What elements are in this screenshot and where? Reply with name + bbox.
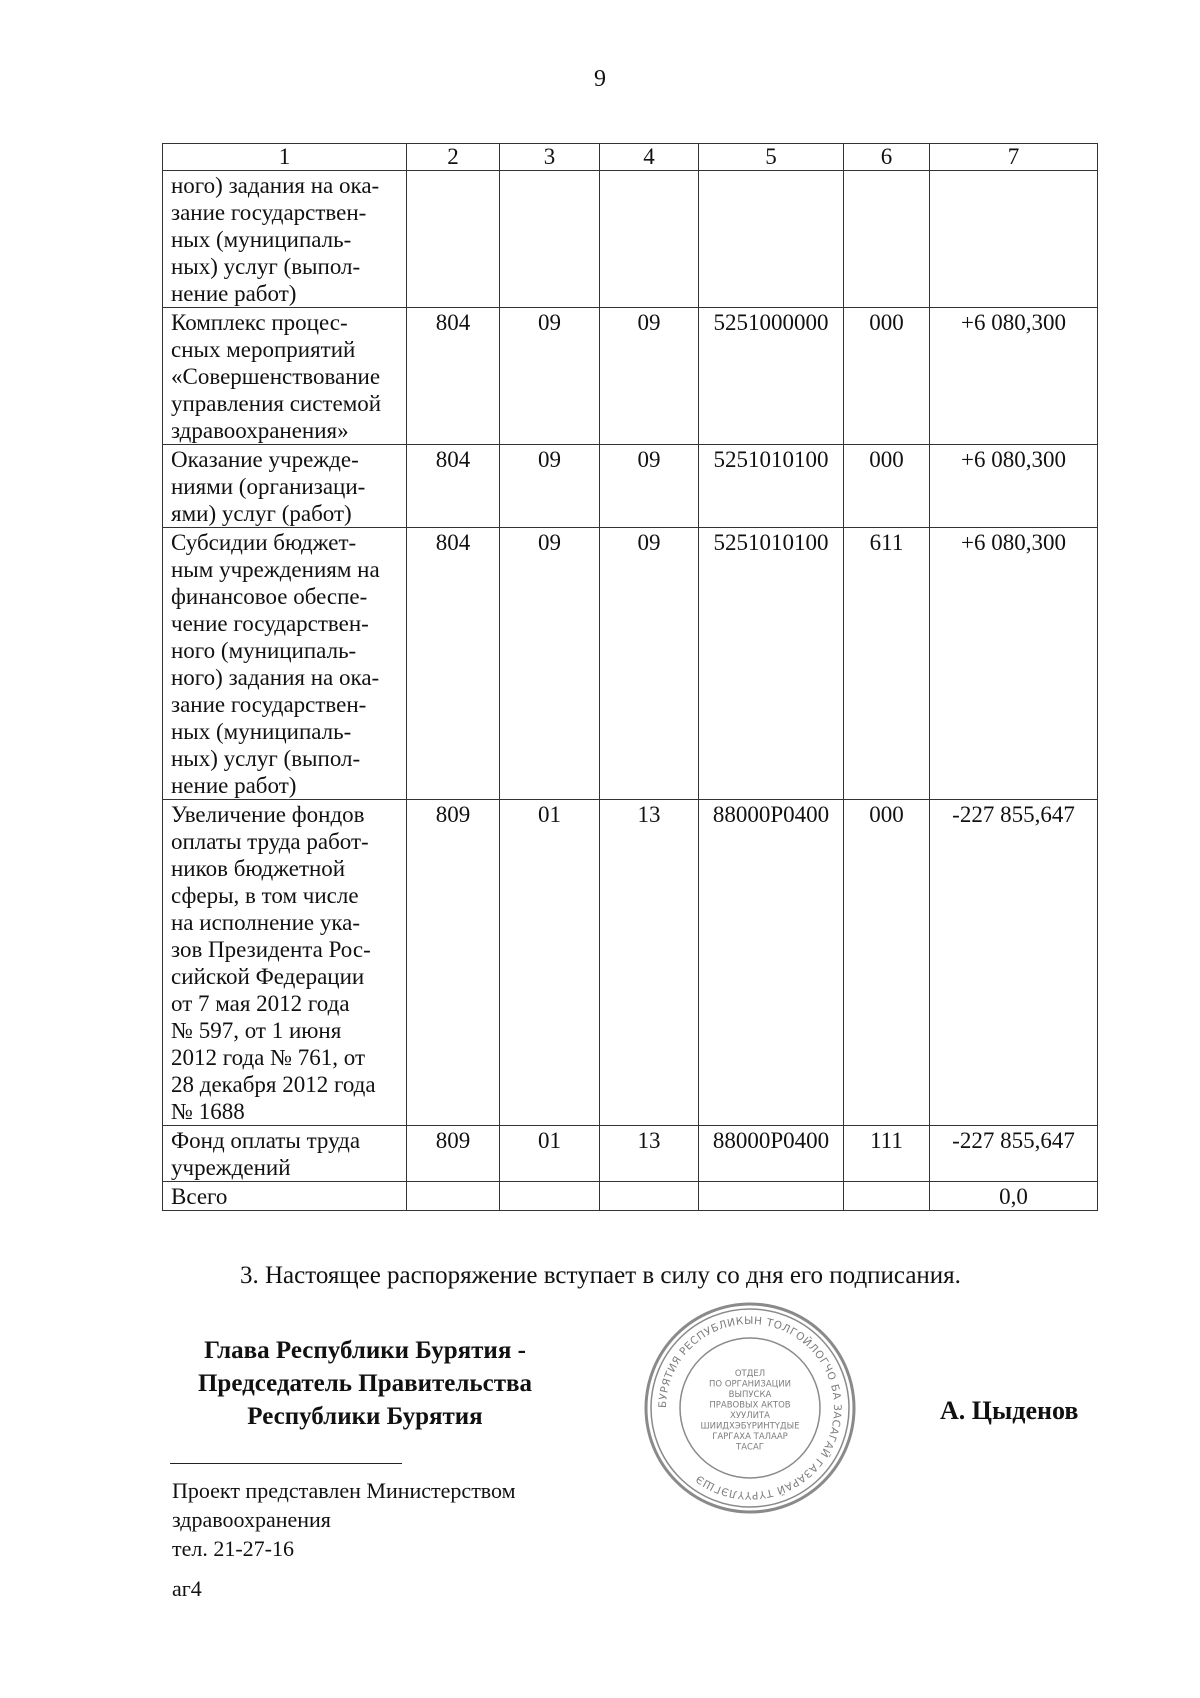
row-name-line: ного (муниципаль- — [171, 638, 357, 663]
column-header: 1 — [163, 144, 407, 171]
seal-center-line: ПО ОРГАНИЗАЦИИ — [709, 1379, 791, 1390]
footnote-divider — [170, 1463, 402, 1464]
cell-c4: 13 — [600, 800, 699, 1126]
row-name-line: здравоохранения» — [171, 418, 349, 443]
signatory-line: Республики Бурятия — [247, 1403, 483, 1430]
row-name-line: Комплекс процес- — [171, 310, 348, 335]
row-name-cell — [163, 1126, 407, 1182]
cell-c2: 809 — [407, 1126, 500, 1182]
row-name-line: 2012 года № 761, от — [171, 1045, 366, 1070]
cell-c2: 804 — [407, 445, 500, 528]
row-name-line: сийской Федерации — [171, 964, 365, 989]
column-header: 7 — [930, 144, 1098, 171]
row-name-line: ников бюджетной — [171, 856, 346, 881]
cell-c6: 611 — [844, 528, 930, 800]
row-name-line: № 1688 — [171, 1099, 245, 1124]
row-name-line: оплаты труда работ- — [171, 829, 369, 854]
cell-c7: +6 080,300 — [930, 308, 1098, 445]
cell-c5: 88000P0400 — [699, 800, 844, 1126]
page-number: 9 — [594, 66, 606, 92]
cell-c5: 88000P0400 — [699, 1126, 844, 1182]
row-name-line: ями) услуг (работ) — [171, 501, 352, 526]
row-name-line: сных мероприятий — [171, 337, 356, 362]
cell-c5: 5251000000 — [699, 308, 844, 445]
cell-c7: +6 080,300 — [930, 528, 1098, 800]
seal-center-line: ОТДЕЛ — [734, 1369, 766, 1379]
row-name-line: 28 декабря 2012 года — [171, 1072, 376, 1097]
cell-c7: 0,0 — [930, 1182, 1098, 1211]
row-name-line: учреждений — [171, 1155, 291, 1180]
row-name-line: Фонд оплаты труда — [171, 1128, 361, 1153]
row-name-line: на исполнение ука- — [171, 910, 361, 935]
signatory-title — [170, 1334, 560, 1433]
column-header: 2 — [407, 144, 500, 171]
footnote-line: здравоохранения — [172, 1507, 331, 1532]
cell-c3 — [500, 171, 600, 308]
cell-c2 — [407, 171, 500, 308]
seal-center-line: ПРАВОВЫХ АКТОВ — [709, 1400, 791, 1411]
footnote — [172, 1476, 516, 1563]
row-name-line: ных) услуг (выпол- — [171, 254, 361, 279]
row-name-line: ным учреждениям на — [171, 557, 380, 582]
cell-c6: 000 — [844, 800, 930, 1126]
cell-c5: 5251010100 — [699, 445, 844, 528]
table-row — [163, 528, 1098, 800]
seal-center-line: ХУУЛИТА — [730, 1411, 770, 1421]
cell-c7 — [930, 171, 1098, 308]
row-name-line: финансовое обеспе- — [171, 584, 368, 609]
cell-c4 — [600, 1182, 699, 1211]
row-name-line: ниями (организаци- — [171, 474, 366, 499]
cell-c7: -227 855,647 — [930, 800, 1098, 1126]
table-row — [163, 1182, 1098, 1211]
column-header: 5 — [699, 144, 844, 171]
cell-c4 — [600, 171, 699, 308]
signer-name: А. Цыденов — [940, 1396, 1079, 1425]
seal-center-line: ТАСАГ — [736, 1442, 764, 1453]
row-name-cell — [163, 528, 407, 800]
document-reference-code: аг4 — [172, 1576, 202, 1601]
row-name-line: Субсидии бюджет- — [171, 530, 357, 555]
cell-c3: 01 — [500, 800, 600, 1126]
row-name-line: Оказание учрежде- — [171, 447, 359, 472]
cell-c4: 09 — [600, 445, 699, 528]
row-name-line: зание государствен- — [171, 692, 367, 717]
cell-c4: 09 — [600, 308, 699, 445]
footnote-line: тел. 21-27-16 — [172, 1536, 295, 1561]
row-name-line: чение государствен- — [171, 611, 369, 636]
cell-c3: 09 — [500, 528, 600, 800]
cell-c2 — [407, 1182, 500, 1211]
cell-c6: 111 — [844, 1126, 930, 1182]
row-name-cell — [163, 800, 407, 1126]
row-name-line: Увеличение фондов — [171, 802, 365, 827]
table-header-row — [163, 144, 1098, 171]
signatory-line: Глава Республики Бурятия - — [204, 1337, 526, 1364]
row-name-cell — [163, 445, 407, 528]
column-header: 3 — [500, 144, 600, 171]
cell-c6: 000 — [844, 445, 930, 528]
table-row — [163, 1126, 1098, 1182]
cell-c5: 5251010100 — [699, 528, 844, 800]
seal-center-text — [701, 1369, 800, 1453]
cell-c7: -227 855,647 — [930, 1126, 1098, 1182]
cell-c5 — [699, 171, 844, 308]
cell-c3: 09 — [500, 445, 600, 528]
row-name-cell — [163, 308, 407, 445]
row-name-cell — [163, 171, 407, 308]
official-round-seal-icon — [640, 1298, 860, 1518]
cell-c5 — [699, 1182, 844, 1211]
cell-c4: 13 — [600, 1126, 699, 1182]
cell-c6 — [844, 171, 930, 308]
table-row — [163, 171, 1098, 308]
cell-c3 — [500, 1182, 600, 1211]
table-row — [163, 800, 1098, 1126]
seal-center-line: ГАРГАХА ТАЛААР — [712, 1432, 788, 1442]
row-name-line: управления системой — [171, 391, 382, 416]
row-name-line: ных (муниципаль- — [171, 719, 352, 744]
row-name-line: от 7 мая 2012 года — [171, 991, 350, 1016]
row-name-line: зание государствен- — [171, 200, 367, 225]
cell-c7: +6 080,300 — [930, 445, 1098, 528]
budget-table — [162, 143, 1098, 1211]
cell-c3: 09 — [500, 308, 600, 445]
row-name-line: зов Президента Рос- — [171, 937, 371, 962]
row-name-line: ного) задания на ока- — [171, 173, 380, 198]
cell-c6 — [844, 1182, 930, 1211]
row-name-line: ных (муниципаль- — [171, 227, 352, 252]
column-header: 4 — [600, 144, 699, 171]
seal-ring-text: БУРЯТИЯ РЕСПУБЛИКЫН ТОЛГОЙЛОГЧО БА ЗАСАГАЙ ГАЗАРАЙ ТҮРҮҮЛЭГШЭ — [656, 1314, 844, 1502]
seal-center-line: ВЫПУСКА — [728, 1390, 772, 1400]
row-name-line: ного) задания на ока- — [171, 665, 380, 690]
row-name-line: нение работ) — [171, 773, 297, 798]
column-header: 6 — [844, 144, 930, 171]
clause-text: 3. Настоящее распоряжение вступает в силу со дня его подписания. — [240, 1262, 961, 1289]
cell-c2: 809 — [407, 800, 500, 1126]
footnote-line: Проект представлен Министерством — [172, 1478, 516, 1503]
table-row — [163, 308, 1098, 445]
row-name-line: «Совершенствование — [171, 364, 381, 389]
row-name-cell — [163, 1182, 407, 1211]
cell-c3: 01 — [500, 1126, 600, 1182]
row-name-line: № 597, от 1 июня — [171, 1018, 342, 1043]
row-name-line: нение работ) — [171, 281, 297, 306]
row-name-line: Всего — [171, 1184, 228, 1209]
cell-c6: 000 — [844, 308, 930, 445]
seal-center-line: ШИИДХЭБҮРИНТҮДЫЕ — [700, 1421, 800, 1432]
table-row — [163, 445, 1098, 528]
cell-c2: 804 — [407, 308, 500, 445]
signatory-line: Председатель Правительства — [197, 1370, 533, 1397]
cell-c4: 09 — [600, 528, 699, 800]
row-name-line: ных) услуг (выпол- — [171, 746, 361, 771]
cell-c2: 804 — [407, 528, 500, 800]
row-name-line: сферы, в том числе — [171, 883, 359, 908]
